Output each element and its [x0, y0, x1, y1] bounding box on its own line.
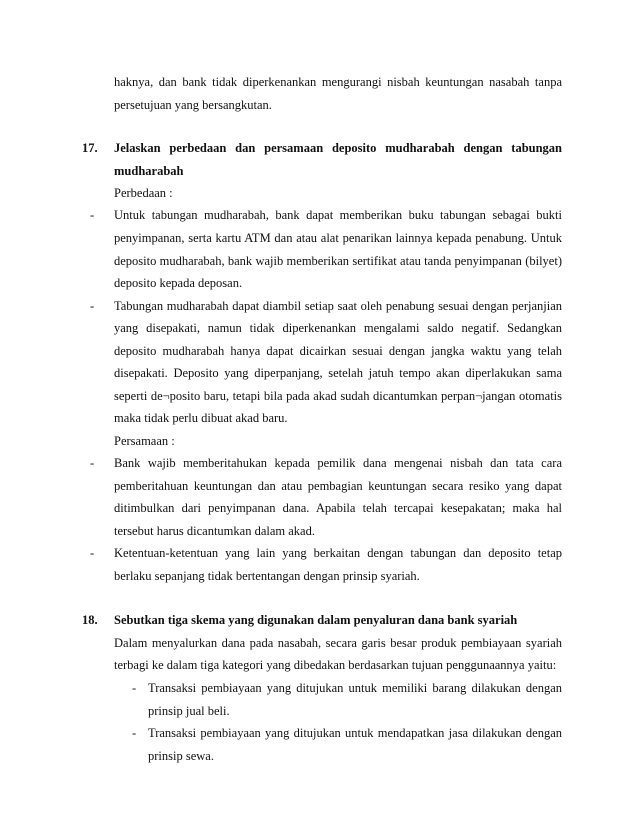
paragraph-line: Dalam menyalurkan dana pada nasabah, secara garis besar produk pembiayaan syariah: [114, 636, 562, 650]
question-heading: Jelaskan perbedaan dan persamaan deposito mudharabah dengan tabungan: [114, 141, 562, 155]
list-item-line: yang disepakati, namun tidak diperkenankan mengalami saldo negatif. Sedangkan: [114, 321, 562, 335]
paragraph-line: haknya, dan bank tidak diperkenankan mengurangi nisbah keuntungan nasabah tanpa: [114, 75, 562, 89]
list-item-line: prinsip sewa.: [148, 749, 214, 763]
list-item-line: tersebut harus dicantumkan dalam akad.: [114, 524, 315, 538]
list-item-line: deposito mudharabah, bank wajib memberikan sertifikat atau tanda penyimpanan (bilyet): [114, 254, 562, 268]
list-bullet: -: [90, 456, 95, 470]
list-bullet: -: [132, 726, 137, 740]
section-label-perbedaan: Perbedaan :: [114, 186, 173, 200]
list-item-line: prinsip jual beli.: [148, 704, 230, 718]
question-number: 17.: [82, 141, 98, 155]
list-item-line: Bank wajib memberitahukan kepada pemilik dana mengenai nisbah dan tata cara: [114, 456, 562, 470]
paragraph-line: persetujuan yang bersangkutan.: [114, 98, 272, 112]
section-label-persamaan: Persamaan :: [114, 434, 175, 448]
list-bullet: -: [90, 299, 95, 313]
list-item-line: Tabungan mudharabah dapat diambil setiap saat oleh penabung sesuai dengan perjanjian: [114, 299, 562, 313]
list-item-line: ditimbulkan dari penyimpanan dana. Apabila telah tercapai kesepakatan; maka hal: [114, 501, 562, 515]
question-heading: mudharabah: [114, 164, 184, 178]
list-item-line: Untuk tabungan mudharabah, bank dapat memberikan buku tabungan sebagai bukti: [114, 208, 562, 222]
list-item-line: Transaksi pembiayaan yang ditujukan untuk memiliki barang dilakukan dengan: [148, 681, 562, 695]
list-item-line: deposito mudharabah hanya dapat dicairkan sesuai dengan jangka waktu yang telah: [114, 344, 562, 358]
list-bullet: -: [132, 681, 137, 695]
list-item-line: penyimpanan, serta kartu ATM dan atau alat penarikan lainnya kepada penabung. Untuk: [114, 231, 562, 245]
list-item-line: berlaku sepanjang tidak bertentangan dengan prinsip syariah.: [114, 569, 420, 583]
list-item-line: maka tidak perlu dibuat akad baru.: [114, 411, 288, 425]
question-heading: Sebutkan tiga skema yang digunakan dalam penyaluran dana bank syariah: [114, 613, 518, 627]
list-item-line: pemberitahuan keuntungan dan atau pembagian keuntungan secara resiko yang dapat: [114, 479, 562, 493]
paragraph-line: terbagi ke dalam tiga kategori yang dibedakan berdasarkan tujuan penggunaannya yaitu:: [114, 658, 557, 672]
list-item-line: disepakati. Deposito yang diperpanjang, setelah jatuh tempo akan diperlakukan sama: [114, 366, 562, 380]
list-bullet: -: [90, 546, 95, 560]
list-item-line: Ketentuan-ketentuan yang lain yang berkaitan dengan tabungan dan deposito tetap: [114, 546, 562, 560]
list-item-line: seperti de¬posito baru, tetapi bila pada akad sudah dicantumkan perpan¬jangan otomatis: [114, 389, 562, 403]
list-bullet: -: [90, 208, 95, 222]
list-item-line: Transaksi pembiayaan yang ditujukan untuk mendapatkan jasa dilakukan dengan: [148, 726, 562, 740]
question-number: 18.: [82, 613, 98, 627]
list-item-line: deposito kepada deposan.: [114, 276, 243, 290]
